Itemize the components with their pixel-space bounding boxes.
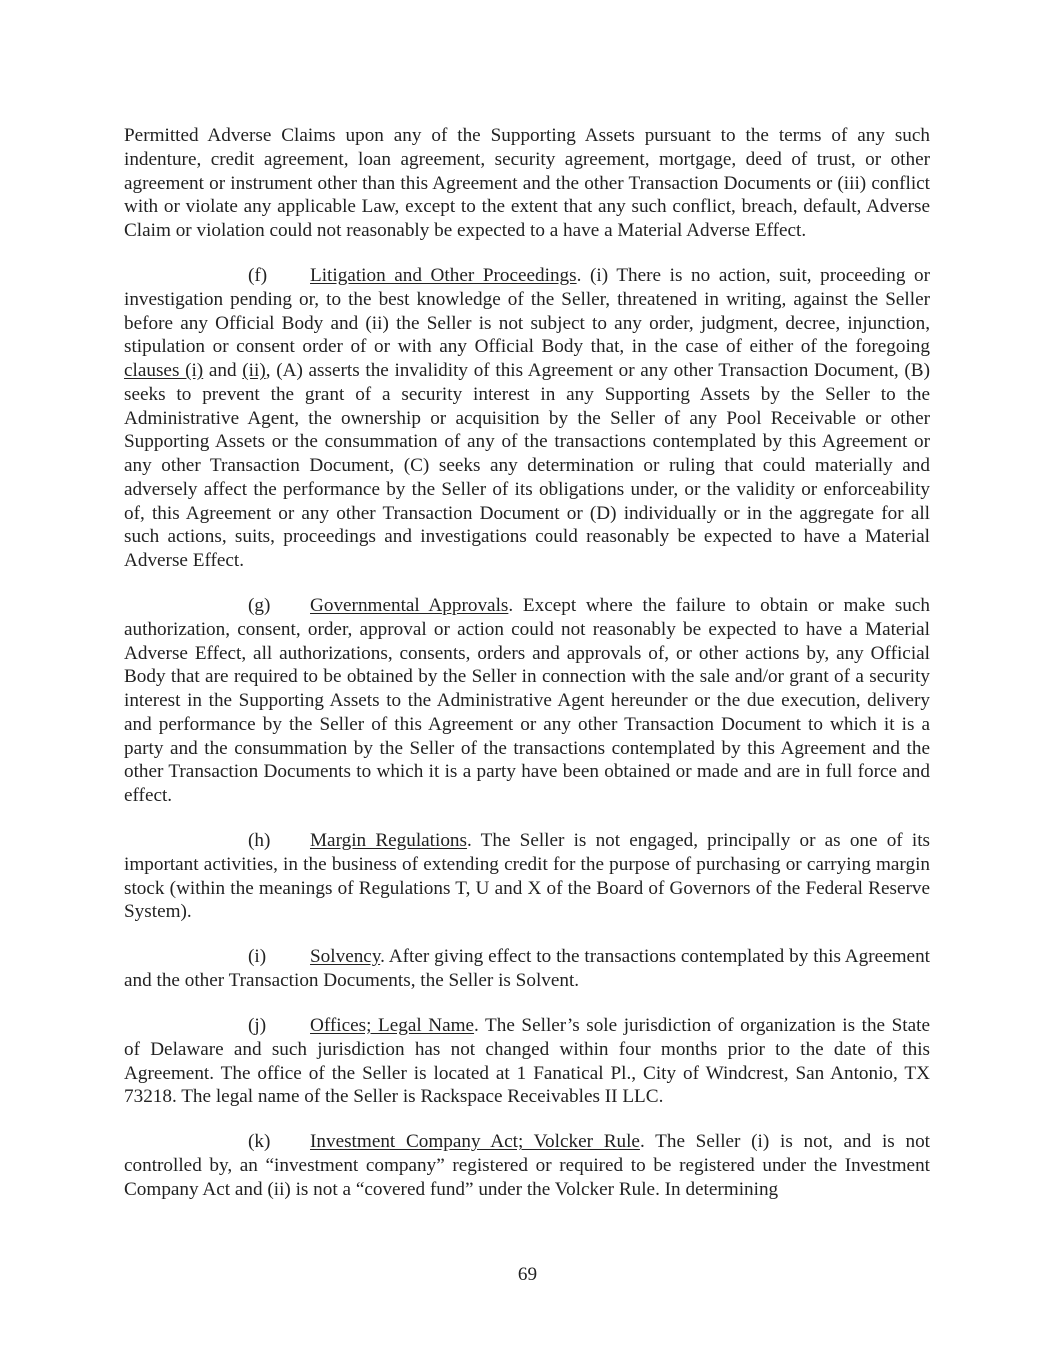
continued-paragraph: Permitted Adverse Claims upon any of the Supporting Assets pursuant to the terms of any such indenture, credit agreement, loan agreement, security agreement, mortgage, deed of trust, or other agreement or instrument other than this Agreement and the other Transaction Documents or (iii) conflict with or violate any applicable Law, except to the extent that any such conflict, breach, default, Adverse Claim or violation could not reasonably be expected to a have a Material Adverse Effect. [124,125,930,241]
section-f-ref-ii: (ii) [242,360,266,381]
section-j [124,1014,930,1109]
section-k [124,1130,930,1201]
page-number: 69 [517,1264,538,1285]
section-f [124,264,930,573]
section-f-ref-clauses-i: clauses (i) [124,360,204,381]
section-g [124,594,930,808]
section-h-heading: Margin Regulations [310,830,467,851]
section-k-heading: Investment Company Act; Volcker Rule [310,1131,640,1153]
section-i-number: (i) [248,946,267,968]
section-f-text-3: , (A) asserts the invalidity of this Agreement or any other Transaction Document, (B) seeks to prevent the grant of a security interest in any Supporting Assets by the Seller to the Administrative Agent, the ownership or acquisition by the Seller of any Pool Receivable or other Supporting Assets or the consummation of any of the transactions contemplated by this Agreement or any other Transaction Document, (C) seeks any determination or ruling that could materially and adversely affect the performance by the Seller of its obligations under, or the validity or enforceability of, this Agreement or any other Transaction Document or (D) individually or in the aggregate for all such actions, suits, proceedings and investigations could reasonably be expected to have a Material Adverse Effect. [124,360,930,571]
section-h-text: . The Seller is not engaged, principally or as one of its important activities, in the business of extending credit for the purpose of purchasing or carrying margin stock (within the meanings of Regulations T, U and X of the Board of Governors of the Federal Reserve System). [124,830,930,923]
section-g-heading: Governmental Approvals [310,595,509,616]
section-j-heading: Offices; Legal Name [310,1015,475,1036]
section-k-text: . The Seller (i) is not, and is not controlled by, an “investment company” registered or required to be registered under the Investment Company Act and (ii) is not a “covered fund” under the Volcker Rule. In determining [124,1131,931,1200]
section-h [124,829,930,924]
section-g-number: (g) [248,595,271,616]
section-i [124,945,930,993]
section-k-number: (k) [248,1131,271,1153]
section-f-text-2: and [203,360,243,381]
section-f-number: (f) [248,265,268,286]
section-f-text-1: . (i) There is no action, suit, proceeding or investigation pending or, to the best knowledge of the Seller, threatened in writing, against the Seller before any Official Body and (ii) the Seller is not subject to any order, judgment, decree, injunction, stipulation or consent order of or with any Official Body that, in the case of either of the foregoing [124,265,930,358]
section-j-number: (j) [248,1015,267,1036]
section-f-heading: Litigation and Other Proceedings [310,265,577,286]
section-i-text: . After giving effect to the transactions contemplated by this Agreement and the other Transaction Documents, the Seller is Solvent. [124,946,930,991]
section-i-heading: Solvency [310,946,381,968]
section-j-text: . The Seller’s sole jurisdiction of organization is the State of Delaware and such jurisdiction has not changed within four months prior to the date of this Agreement. The office of the Seller is located at 1 Fanatical Pl., City of Windcrest, San Antonio, TX 73218. The legal name of the Seller is Rackspace Receivables II LLC. [124,1015,930,1108]
section-h-number: (h) [248,830,271,851]
document-page [124,124,930,1223]
section-g-text: . Except where the failure to obtain or make such authorization, consent, order, approval or action could not reasonably be expected to have a Material Adverse Effect, all authorizations, consents, orders and approvals of, or other actions by, any Official Body that are required to be obtained by the Seller in connection with the sale and/or grant of a security interest in the Supporting Assets to the Administrative Agent hereunder or the due execution, delivery and performance by the Seller of this Agreement or any other Transaction Document to which it is a party and the consummation by the Seller of the transactions contemplated by this Agreement and the other Transaction Documents to which it is a party have been obtained or made and are in full force and effect. [124,595,930,806]
